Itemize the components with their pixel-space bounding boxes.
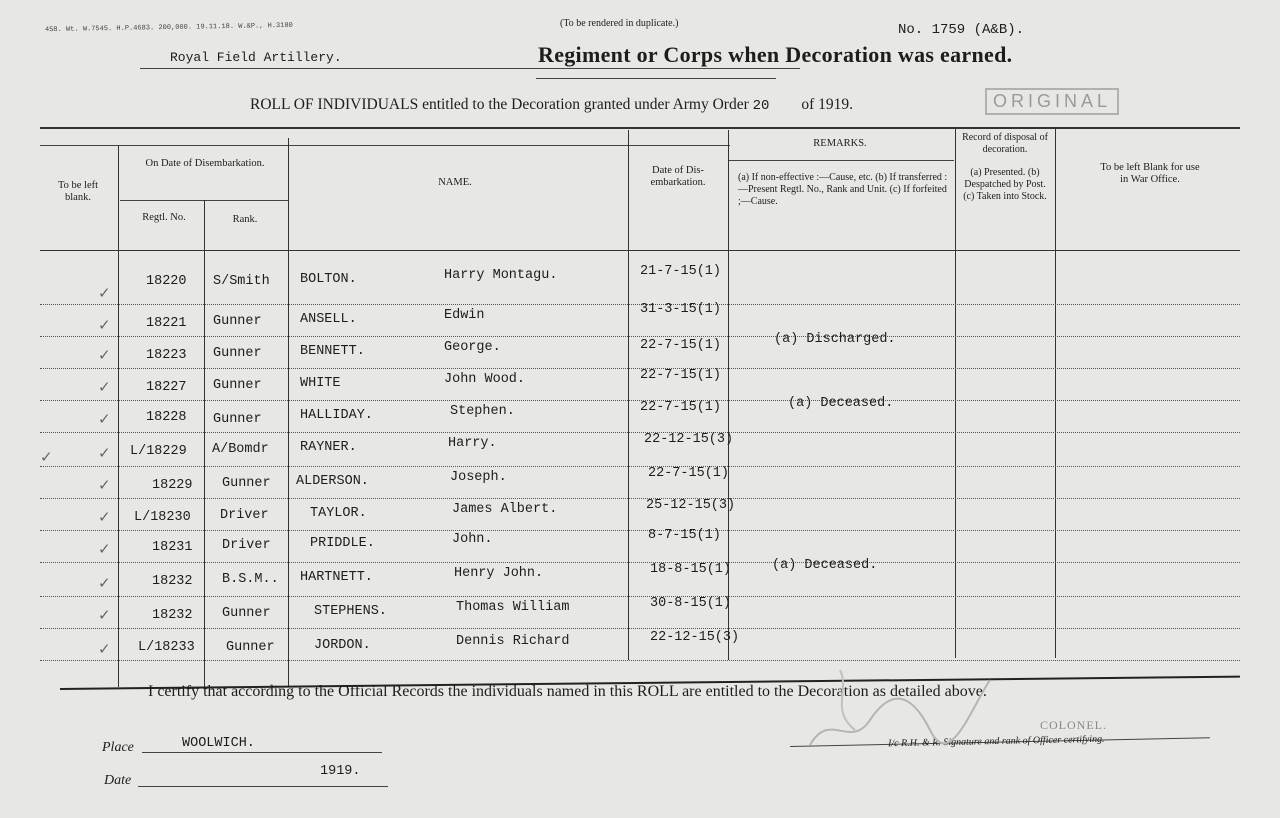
- row-rule: [40, 628, 1240, 629]
- col-rank: Rank.: [232, 214, 258, 225]
- row-surname: BENNETT.: [300, 344, 365, 359]
- row-surname: JORDON.: [314, 638, 371, 653]
- row-tick: ✓: [98, 540, 111, 558]
- row-surname: ANSELL.: [300, 312, 357, 327]
- row-surname: RAYNER.: [300, 440, 357, 455]
- row-date: 22-7-15(1): [640, 338, 722, 353]
- col-disposal-detail: (a) Presented. (b) Despatched by Post. (c) Taken into Stock.: [963, 167, 1047, 202]
- row-rank: Gunner: [222, 606, 271, 621]
- row-extra-tick: ✓: [40, 448, 53, 466]
- row-regtl: L/18233: [138, 640, 195, 655]
- row-rank: B.S.M..: [222, 572, 279, 587]
- row-rank: Driver: [220, 508, 269, 523]
- col-on-date: On Date of Disembarkation.: [145, 158, 265, 169]
- row-regtl: 18232: [152, 608, 193, 623]
- row-date: 22-7-15(1): [640, 400, 722, 415]
- row-remark: (a) Deceased.: [788, 396, 894, 411]
- col-divider: [955, 128, 956, 658]
- row-regtl: 18221: [146, 316, 187, 331]
- roll-title: [250, 96, 853, 114]
- row-tick: ✓: [98, 640, 111, 658]
- row-tick: ✓: [98, 444, 111, 462]
- place-value: WOOLWICH.: [182, 736, 255, 751]
- row-forename: James Albert.: [452, 502, 558, 517]
- row-regtl: 18229: [152, 478, 193, 493]
- col-divider: [288, 138, 289, 687]
- col-disposal: Record of disposal of decoration.: [962, 132, 1048, 155]
- row-date: 30-8-15(1): [650, 596, 732, 611]
- row-forename: Edwin: [444, 308, 485, 323]
- row-rule: [40, 596, 1240, 597]
- row-date: 22-7-15(1): [640, 368, 722, 383]
- row-rank: Gunner: [226, 640, 275, 655]
- corps-underline: [140, 68, 800, 69]
- row-rank: Gunner: [213, 378, 262, 393]
- row-tick: ✓: [98, 346, 111, 364]
- row-tick: ✓: [98, 316, 111, 334]
- row-regtl: 18220: [146, 274, 187, 289]
- col-divider: [628, 130, 629, 660]
- row-remark: (a) Discharged.: [774, 332, 896, 347]
- row-tick: ✓: [98, 378, 111, 396]
- roll-text-b: of 1919.: [801, 96, 853, 113]
- row-forename: Harry Montagu.: [444, 268, 558, 283]
- row-regtl: 18232: [152, 574, 193, 589]
- row-tick: ✓: [98, 284, 111, 302]
- army-order-no: 20: [752, 98, 770, 114]
- row-forename: Joseph.: [450, 470, 507, 485]
- row-rule: [40, 336, 1240, 337]
- printer-imprint: 458. Wt. W.7545. H.P.4683. 200,000. 19.11.18. W.&P., H.3180: [44, 21, 293, 35]
- row-tick: ✓: [98, 410, 111, 428]
- row-regtl: L/18229: [130, 444, 187, 459]
- row-rank: Gunner: [213, 346, 262, 361]
- col-divider: [118, 145, 119, 687]
- form-number: No. 1759 (A&B).: [898, 22, 1025, 38]
- col-remarks: REMARKS.: [813, 138, 867, 149]
- row-tick: ✓: [98, 476, 111, 494]
- signature-label: I/c R.H. & R. Signature and rank of Officer certifying.: [887, 733, 1105, 750]
- regiment-title: Regiment or Corps when Decoration was earned.: [538, 42, 1013, 67]
- col-name: NAME.: [438, 177, 472, 188]
- row-remark: (a) Deceased.: [772, 558, 878, 573]
- row-forename: Dennis Richard: [456, 634, 570, 649]
- row-surname: WHITE: [300, 376, 341, 391]
- col-divider: [1055, 128, 1056, 658]
- row-regtl: 18231: [152, 540, 193, 555]
- row-tick: ✓: [98, 508, 111, 526]
- row-surname: ALDERSON.: [296, 474, 369, 489]
- row-rank: Gunner: [213, 314, 262, 329]
- row-rule: [40, 530, 1240, 531]
- row-rank: Gunner: [222, 476, 271, 491]
- row-rule: [40, 432, 1240, 433]
- certification-text: I certify that according to the Official Records the individuals named in this ROLL are entitled to the Decoration as detailed above.: [148, 683, 987, 700]
- row-forename: Thomas William: [456, 600, 570, 615]
- row-rule: [40, 498, 1240, 499]
- date-line: [138, 786, 388, 787]
- col-remarks-detail: (a) If non-effective :—Cause, etc. (b) If transferred :—Present Regtl. No., Rank and Unit. (c) If forfeited ;—Cause.: [738, 172, 948, 207]
- row-tick: ✓: [98, 606, 111, 624]
- row-forename: John.: [452, 532, 493, 547]
- row-date: 31-3-15(1): [640, 302, 722, 317]
- col-war-office: To be left Blank for use in War Office.: [1100, 162, 1200, 185]
- row-regtl: 18228: [146, 410, 187, 425]
- row-rule: [40, 562, 1240, 563]
- remarks-rule: [728, 160, 954, 161]
- row-forename: Harry.: [448, 436, 497, 451]
- place-label: Place: [102, 740, 134, 755]
- date-value: 1919.: [320, 764, 361, 779]
- row-surname: PRIDDLE.: [310, 536, 375, 551]
- corps-name: Royal Field Artillery.: [170, 50, 342, 65]
- duplicate-note: (To be rendered in duplicate.): [560, 18, 679, 29]
- row-rank: S/Smith: [213, 274, 270, 289]
- row-regtl: 18223: [146, 348, 187, 363]
- row-regtl: L/18230: [134, 510, 191, 525]
- row-date: 25-12-15(3): [646, 498, 736, 513]
- header-bottom-rule: [40, 250, 1240, 251]
- table-top-rule: [40, 127, 1240, 129]
- original-stamp: ORIGINAL: [985, 88, 1119, 115]
- row-rule: [40, 466, 1240, 467]
- row-rank: A/Bomdr: [212, 442, 269, 457]
- row-date: 21-7-15(1): [640, 264, 722, 279]
- row-surname: BOLTON.: [300, 272, 357, 287]
- row-date: 18-8-15(1): [650, 562, 732, 577]
- col-divider: [728, 130, 729, 660]
- row-rank: Gunner: [213, 412, 262, 427]
- row-regtl: 18227: [146, 380, 187, 395]
- title-underline: [536, 78, 776, 79]
- row-surname: STEPHENS.: [314, 604, 387, 619]
- col-divider: [204, 200, 205, 687]
- header-rule: [40, 145, 730, 146]
- row-forename: John Wood.: [444, 372, 526, 387]
- roll-text-a: ROLL OF INDIVIDUALS entitled to the Decoration granted under Army Order: [250, 96, 749, 113]
- signature-scrawl: [800, 650, 1000, 760]
- row-surname: TAYLOR.: [310, 506, 367, 521]
- row-date: 22-12-15(3): [644, 432, 734, 447]
- row-date: 22-12-15(3): [650, 630, 740, 645]
- row-tick: ✓: [98, 574, 111, 592]
- row-forename: Stephen.: [450, 404, 515, 419]
- col-regtl-no: Regtl. No.: [142, 212, 186, 223]
- row-forename: Henry John.: [454, 566, 544, 581]
- date-label: Date: [104, 773, 132, 788]
- colonel-stamp: COLONEL.: [1040, 718, 1107, 732]
- row-surname: HARTNETT.: [300, 570, 373, 585]
- row-date: 8-7-15(1): [648, 528, 721, 543]
- row-rule: [40, 660, 1240, 661]
- place-line: [142, 752, 382, 753]
- row-forename: George.: [444, 340, 501, 355]
- col-left-blank: To be left blank.: [57, 180, 99, 203]
- col-date-dis: Date of Dis- embarkation.: [650, 165, 706, 188]
- row-date: 22-7-15(1): [648, 466, 730, 481]
- row-surname: HALLIDAY.: [300, 408, 373, 423]
- row-rank: Driver: [222, 538, 271, 553]
